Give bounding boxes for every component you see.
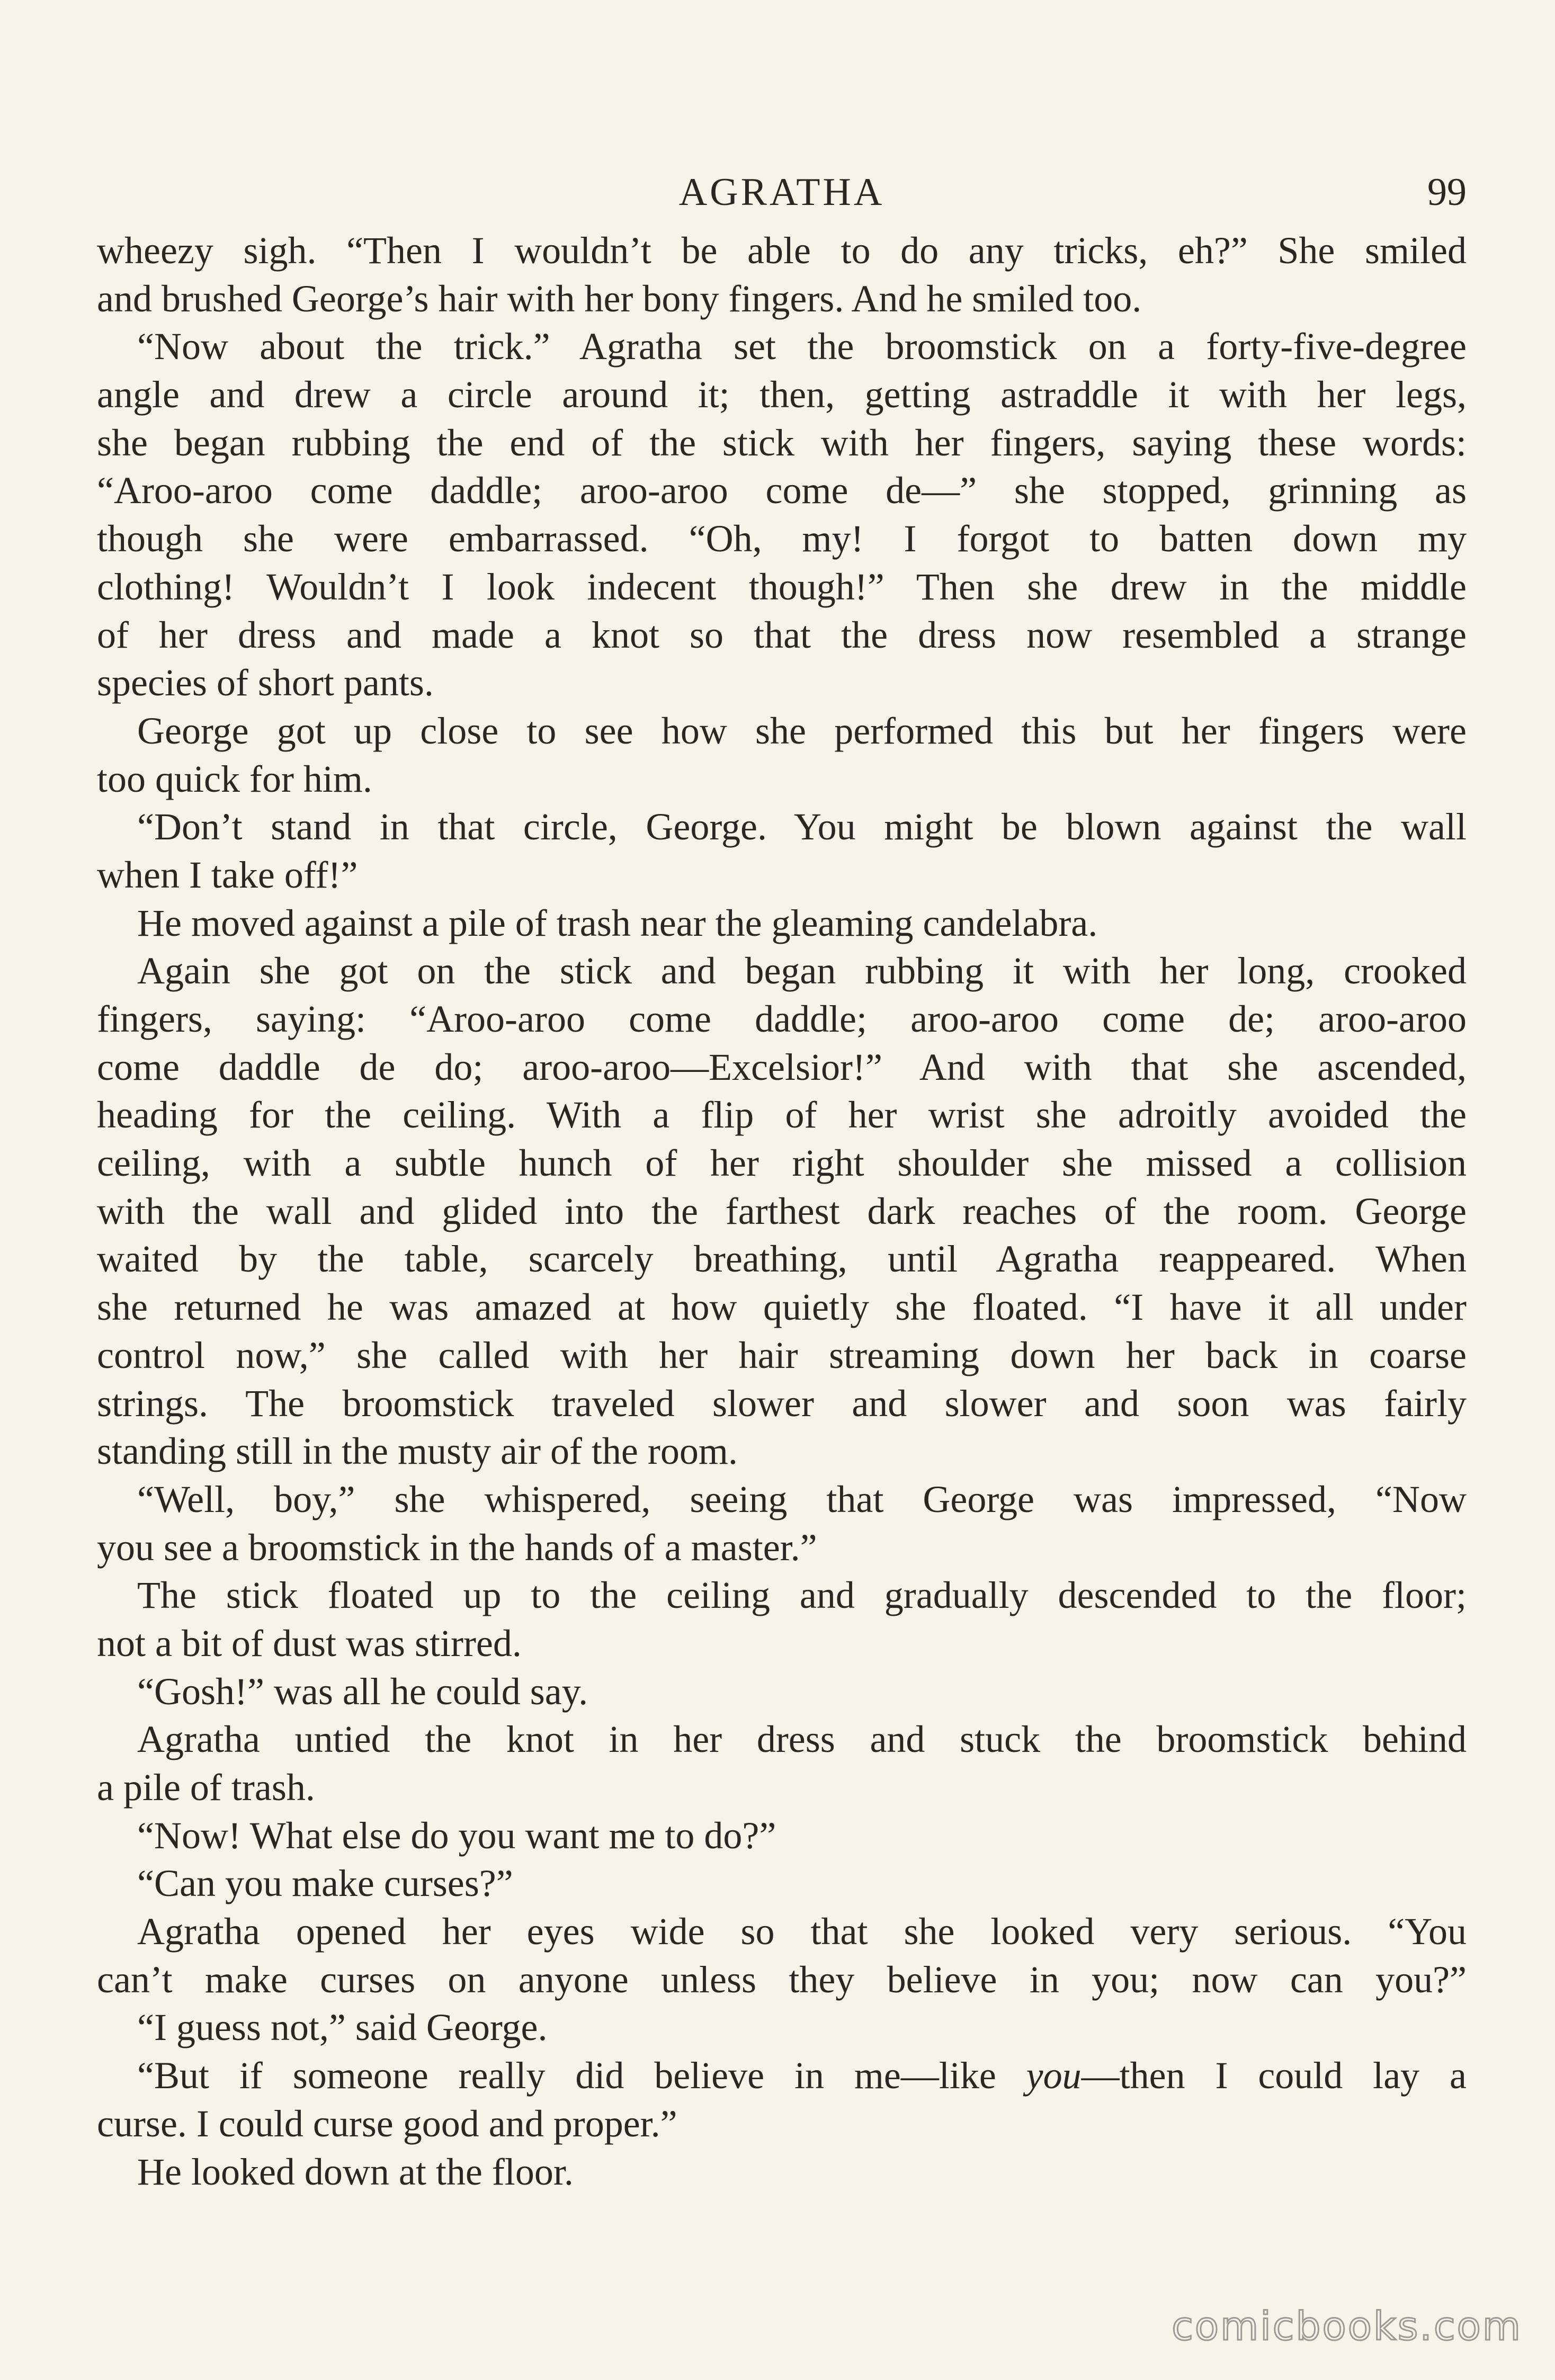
- text-line: “But if someone really did believe in me—like you—then I could lay a: [137, 2054, 1467, 2097]
- text-line: heading for the ceiling. With a flip of her wrist she adroitly avoided the: [97, 1094, 1467, 1137]
- text-line: “Aroo-aroo come daddle; aroo-aroo come de—” she stopped, grinning as: [97, 469, 1467, 512]
- text-line: she began rubbing the end of the stick with her fingers, saying these words:: [97, 421, 1467, 464]
- text-line: a pile of trash.: [97, 1766, 315, 1809]
- text-line: Again she got on the stick and began rubbing it with her long, crooked: [137, 950, 1467, 992]
- text-line: “I guess not,” said George.: [137, 2006, 548, 2049]
- text-line: “Now! What else do you want me to do?”: [137, 1814, 776, 1857]
- text-line: and brushed George’s hair with her bony fingers. And he smiled too.: [97, 277, 1142, 320]
- text-line: come daddle de do; aroo-aroo—Excelsior!” And with that she ascended,: [97, 1045, 1467, 1088]
- text-line: species of short pants.: [97, 661, 434, 704]
- text-line: not a bit of dust was stirred.: [97, 1622, 522, 1665]
- text-line: “Now about the trick.” Agratha set the broomstick on a forty-five-degree: [137, 325, 1467, 368]
- text-line: curse. I could curse good and proper.”: [97, 2102, 677, 2145]
- text-line: you see a broomstick in the hands of a master.”: [97, 1526, 817, 1569]
- text-line: Agratha opened her eyes wide so that she looked very serious. “You: [137, 1910, 1467, 1953]
- text-line: The stick floated up to the ceiling and gradually descended to the floor;: [137, 1574, 1467, 1617]
- text-line: He looked down at the floor.: [137, 2150, 574, 2193]
- text-line: “Well, boy,” she whispered, seeing that George was impressed, “Now: [137, 1478, 1467, 1520]
- text-line: too quick for him.: [97, 757, 372, 800]
- page-header: [97, 168, 1467, 216]
- text-line: strings. The broomstick traveled slower and slower and soon was fairly: [97, 1382, 1467, 1425]
- text-line: angle and drew a circle around it; then, getting astraddle it with her legs,: [97, 373, 1467, 416]
- text-line: fingers, saying: “Aroo-aroo come daddle; aroo-aroo come de; aroo-aroo: [97, 998, 1467, 1040]
- text-line: wheezy sigh. “Then I wouldn’t be able to do any tricks, eh?” She smiled: [97, 229, 1467, 272]
- body-text: [97, 227, 1467, 2196]
- page-number: 99: [1427, 171, 1467, 214]
- text-line: though she were embarrassed. “Oh, my! I forgot to batten down my: [97, 517, 1467, 560]
- text-line: clothing! Wouldn’t I look indecent though!” Then she drew in the middle: [97, 565, 1467, 608]
- text-line: He moved against a pile of trash near the gleaming candelabra.: [137, 901, 1098, 944]
- text-line: “Don’t stand in that circle, George. You might be blown against the wall: [137, 806, 1467, 848]
- text-line: waited by the table, scarcely breathing, until Agratha reappeared. When: [97, 1238, 1467, 1281]
- text-line: when I take off!”: [97, 853, 358, 896]
- text-line: standing still in the musty air of the room.: [97, 1430, 738, 1473]
- text-line: ceiling, with a subtle hunch of her right shoulder she missed a collision: [97, 1142, 1467, 1185]
- text-line: with the wall and glided into the farthest dark reaches of the room. George: [97, 1189, 1467, 1232]
- text-line: “Can you make curses?”: [137, 1862, 513, 1905]
- text-line: George got up close to see how she performed this but her fingers were: [137, 709, 1467, 752]
- text-line: can’t make curses on anyone unless they believe in you; now can you?”: [97, 1958, 1467, 2001]
- watermark: comicbooks.com: [1172, 2304, 1522, 2349]
- text-line: control now,” she called with her hair streaming down her back in coarse: [97, 1334, 1467, 1376]
- text-line: Agratha untied the knot in her dress and stuck the broomstick behind: [137, 1718, 1467, 1761]
- text-line: of her dress and made a knot so that the dress now resembled a strange: [97, 613, 1467, 656]
- text-line: she returned he was amazed at how quietly she floated. “I have it all under: [97, 1286, 1467, 1329]
- running-head: AGRATHA: [678, 171, 885, 214]
- text-line: “Gosh!” was all he could say.: [137, 1670, 588, 1713]
